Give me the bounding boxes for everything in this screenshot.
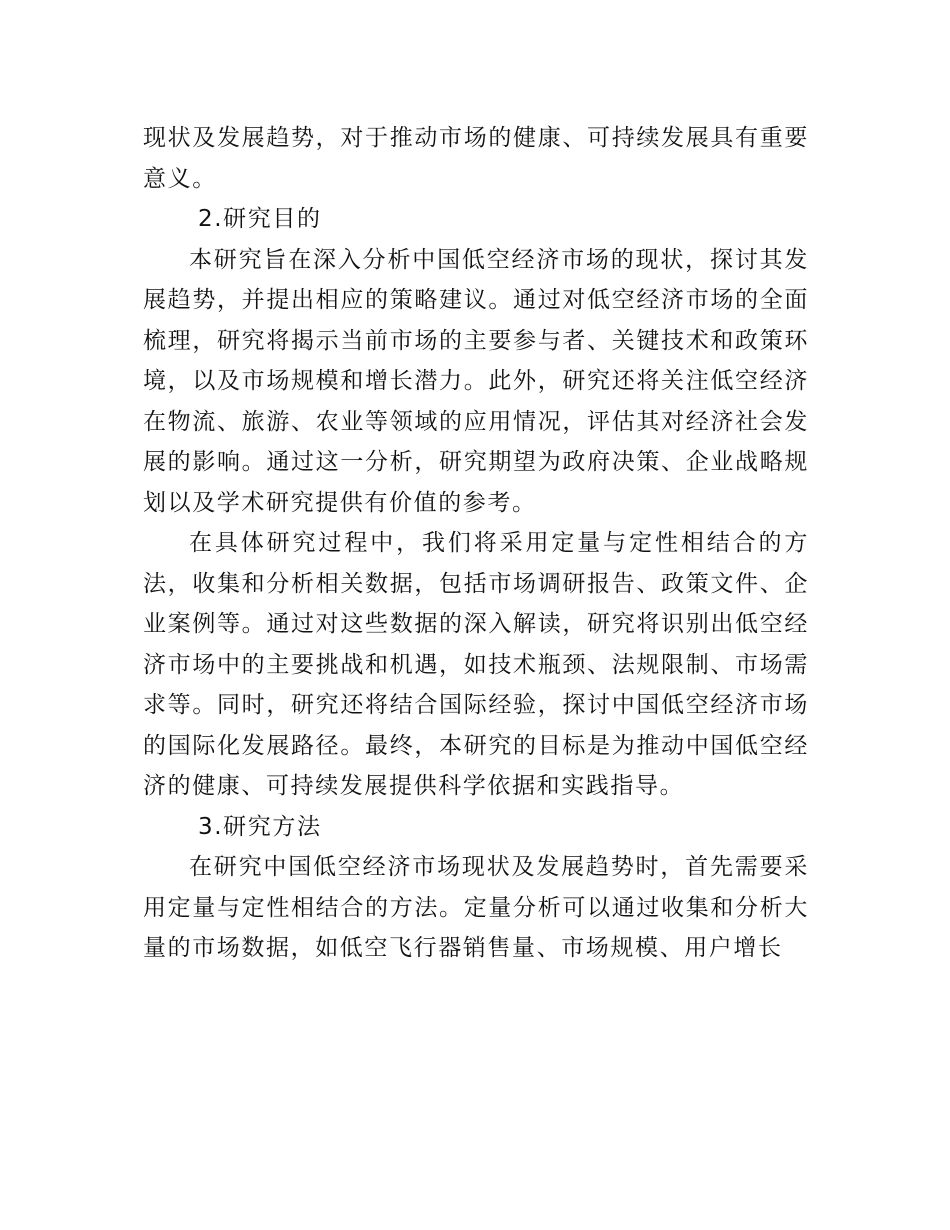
section-heading-research-method: 3.研究方法: [198, 813, 322, 840]
section-heading-research-purpose: 2.研究目的: [198, 206, 322, 232]
paragraph-research-purpose-2: 在具体研究过程中，我们将采用定量与定性相结合的方法，收集和分析相关数据，包括市场调研报告、政策文件、企业案例等。通过对这些数据的深入解读，研究将识别出低空经济市场中的主要挑战和机遇，如技术瓶颈、法规限制、市场需求等。同时，研究还将结合国际经验，探讨中国低空经济市场的国际化发展路径。最终，本研究的目标是为推动中国低空经济的健康、可持续发展提供科学依据和实践指导。: [143, 530, 809, 799]
paragraph-research-purpose-1: 本研究旨在深入分析中国低空经济市场的现状，探讨其发展趋势，并提出相应的策略建议。通过对低空经济市场的全面梳理，研究将揭示当前市场的主要参与者、关键技术和政策环境，以及市场规模和增长潜力。此外，研究还将关注低空经济在物流、旅游、农业等领域的应用情况，评估其对经济社会发展的影响。通过这一分析，研究期望为政府决策、企业战略规划以及学术研究提供有价值的参考。: [143, 246, 809, 516]
paragraph-research-method-1: 在研究中国低空经济市场现状及发展趋势时，首先需要采用定量与定性相结合的方法。定量分析可以通过收集和分析大量的市场数据，如低空飞行器销售量、市场规模、用户增长: [143, 854, 809, 961]
document-body: [143, 118, 809, 969]
paragraph-intro-continuation: 现状及发展趋势，对于推动市场的健康、可持续发展具有重要意义。: [143, 125, 809, 192]
